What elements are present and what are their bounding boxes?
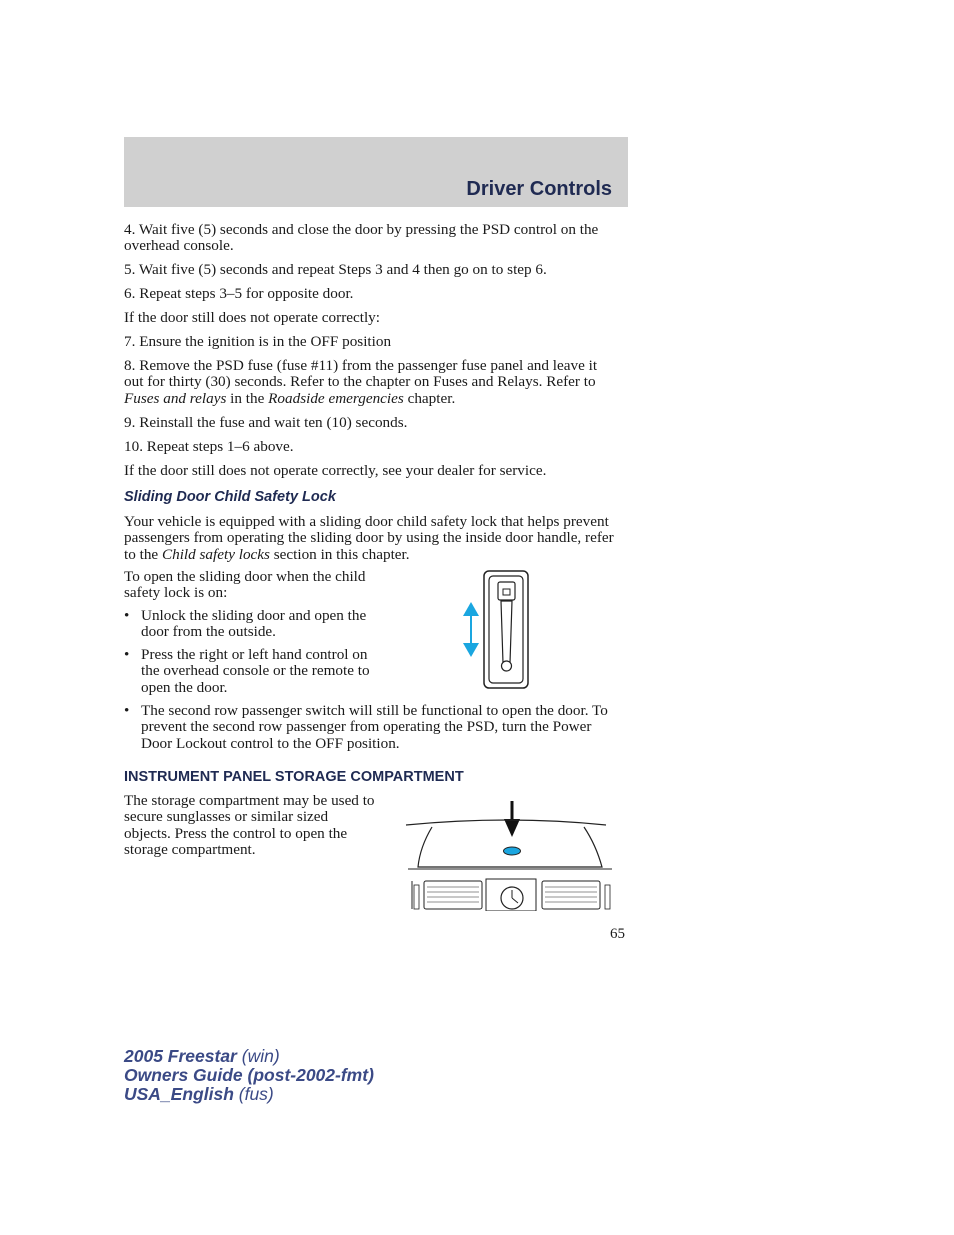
- step-10: 10. Repeat steps 1–6 above.: [124, 438, 294, 455]
- bullet-text: Unlock the sliding door and open the door from the outside.: [141, 607, 367, 641]
- step-7: 7. Ensure the ignition is in the OFF position: [124, 333, 392, 350]
- step-8-text-1: 8. Remove the PSD fuse (fuse #11) from the passenger fuse panel and leave it out for thirty (30) seconds. Refer to the chapter on Fuses and Relays. Refer to: [124, 357, 598, 391]
- left-control-strip: [414, 885, 419, 909]
- still-not-operate-note: If the door still does not operate correctly:: [124, 309, 380, 326]
- step-9: 9. Reinstall the fuse and wait ten (10) seconds.: [124, 414, 408, 431]
- storage-release-button: [504, 847, 521, 855]
- dealer-service-note: If the door still does not operate correctly, see your dealer for service.: [124, 462, 547, 479]
- storage-compartment-heading: INSTRUMENT PANEL STORAGE COMPARTMENT: [124, 769, 464, 785]
- footer-language: USA_English: [124, 1084, 234, 1104]
- bullet-dot: •: [124, 702, 130, 719]
- left-vent-louvers: [427, 887, 479, 902]
- sliding-door-heading: Sliding Door Child Safety Lock: [124, 489, 336, 505]
- sliding-door-intro: [124, 514, 620, 563]
- fuses-relays-link-text: Fuses and relays: [124, 389, 227, 407]
- right-control-strip: [605, 885, 610, 909]
- storage-compartment-text: The storage compartment may be used to secure sunglasses or similar sized objects. Press the control to open the storage compartment.: [124, 792, 375, 858]
- step-8: [124, 358, 620, 407]
- footer-line-2: Owners Guide (post-2002-fmt): [124, 1065, 374, 1085]
- handle-pivot: [502, 661, 512, 671]
- door-handle-illustration: [455, 567, 535, 693]
- intro-text-2: section in this chapter.: [269, 545, 410, 563]
- open-instruction: To open the sliding door when the child safety lock is on:: [124, 568, 366, 602]
- right-vent: [542, 881, 600, 909]
- step-8-text-3: chapter.: [403, 389, 456, 407]
- handle-lever: [501, 601, 512, 663]
- lock-button: [498, 582, 515, 600]
- intro-text-1: Your vehicle is equipped with a sliding door child safety lock that helps prevent passengers from operating the sliding door by using the inside door handle, refer to the: [124, 513, 614, 563]
- footer-model: 2005 Freestar: [124, 1046, 237, 1066]
- header-bar: [124, 137, 628, 207]
- arrow-down-icon: [463, 643, 479, 657]
- bullet-text: The second row passenger switch will still be functional to open the door. To prevent the second row passenger from operating the PSD, turn the Power Door Lockout control to the OFF position.: [141, 702, 608, 752]
- left-vent: [424, 881, 482, 909]
- right-vent-louvers: [545, 887, 597, 902]
- step-4: 4. Wait five (5) seconds and close the door by pressing the PSD control on the overhead console.: [124, 221, 599, 255]
- footer-model-code: (win): [236, 1046, 280, 1066]
- page-title: Driver Controls: [466, 178, 612, 200]
- bullet-dot: •: [124, 607, 130, 624]
- step-5: 5. Wait five (5) seconds and repeat Steps 3 and 4 then go on to step 6.: [124, 261, 547, 278]
- footer-language-code: (fus): [233, 1084, 274, 1104]
- page-number: 65: [610, 926, 625, 942]
- step-6: 6. Repeat steps 3–5 for opposite door.: [124, 285, 354, 302]
- child-safety-locks-text: Child safety locks: [161, 545, 270, 563]
- document-footer: [124, 1047, 374, 1104]
- bullet-text: Press the right or left hand control on the overhead console or the remote to open the door.: [141, 646, 370, 696]
- footer-line-3: [124, 1085, 374, 1104]
- step-8-text-2: in the: [226, 389, 269, 407]
- bullet-dot: •: [124, 646, 130, 663]
- storage-compartment-illustration: [404, 799, 616, 911]
- press-arrow-icon: [504, 819, 520, 837]
- roadside-emergencies-text: Roadside emergencies: [268, 389, 404, 407]
- arrow-up-icon: [463, 602, 479, 616]
- footer-line-1: [124, 1047, 374, 1066]
